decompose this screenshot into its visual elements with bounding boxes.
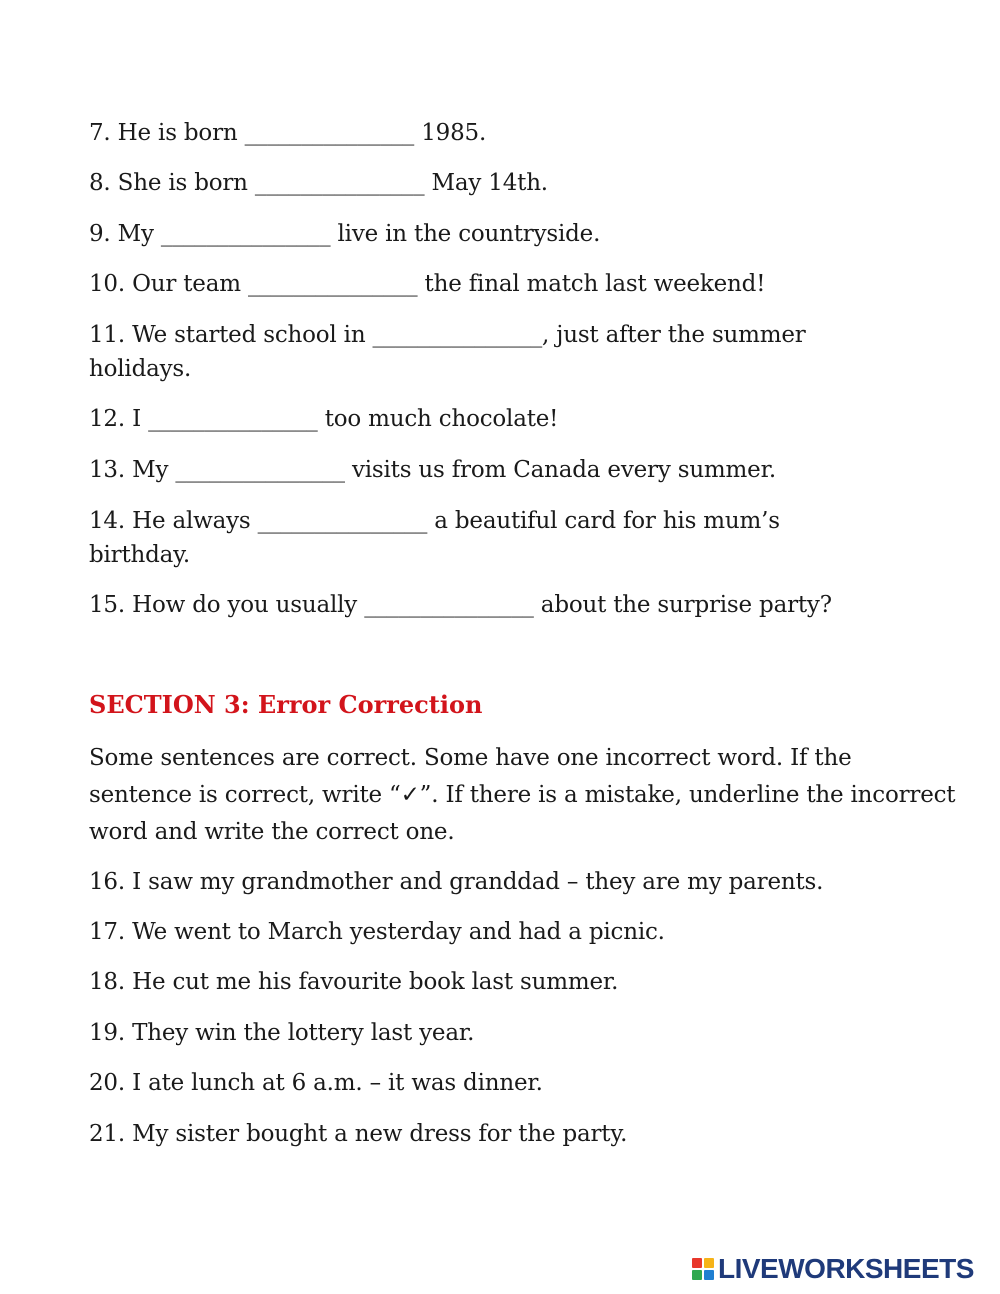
logo-text: LIVEWORKSHEETS	[718, 1253, 974, 1284]
exercise-13: 13. My _______________ visits us from Canada every summer.	[89, 457, 776, 483]
section-3-instructions: Some sentences are correct. Some have one incorrect word. If the sentence is correct, write “✓”. If there is a mistake, underline the incorrect word and write the correct one.	[89, 745, 956, 845]
exercise-11: 11. We started school in _______________, just after the summer holidays.	[89, 322, 806, 382]
item-17: 17. We went to March yesterday and had a picnic.	[89, 919, 665, 945]
exercise-10: 10. Our team _______________ the final match last weekend!	[89, 271, 766, 297]
exercise-8: 8. She is born _______________ May 14th.	[89, 170, 548, 196]
exercise-12: 12. I _______________ too much chocolate!	[89, 406, 559, 432]
item-18: 18. He cut me his favourite book last summer.	[89, 969, 619, 995]
exercise-14: 14. He always _______________ a beautiful card for his mum’s birthday.	[89, 508, 780, 568]
exercise-15: 15. How do you usually _______________ about the surprise party?	[89, 592, 832, 618]
item-20: 20. I ate lunch at 6 a.m. – it was dinner.	[89, 1070, 543, 1096]
liveworksheets-logo-icon	[692, 1258, 714, 1280]
item-21: 21. My sister bought a new dress for the party.	[89, 1121, 628, 1147]
exercise-7: 7. He is born _______________ 1985.	[89, 120, 487, 146]
item-19: 19. They win the lottery last year.	[89, 1020, 475, 1046]
section-3-heading: SECTION 3: Error Correction	[89, 690, 483, 719]
item-16: 16. I saw my grandmother and granddad – they are my parents.	[89, 869, 824, 895]
exercise-9: 9. My _______________ live in the countryside.	[89, 221, 601, 247]
liveworksheets-logo[interactable]	[692, 1254, 974, 1284]
